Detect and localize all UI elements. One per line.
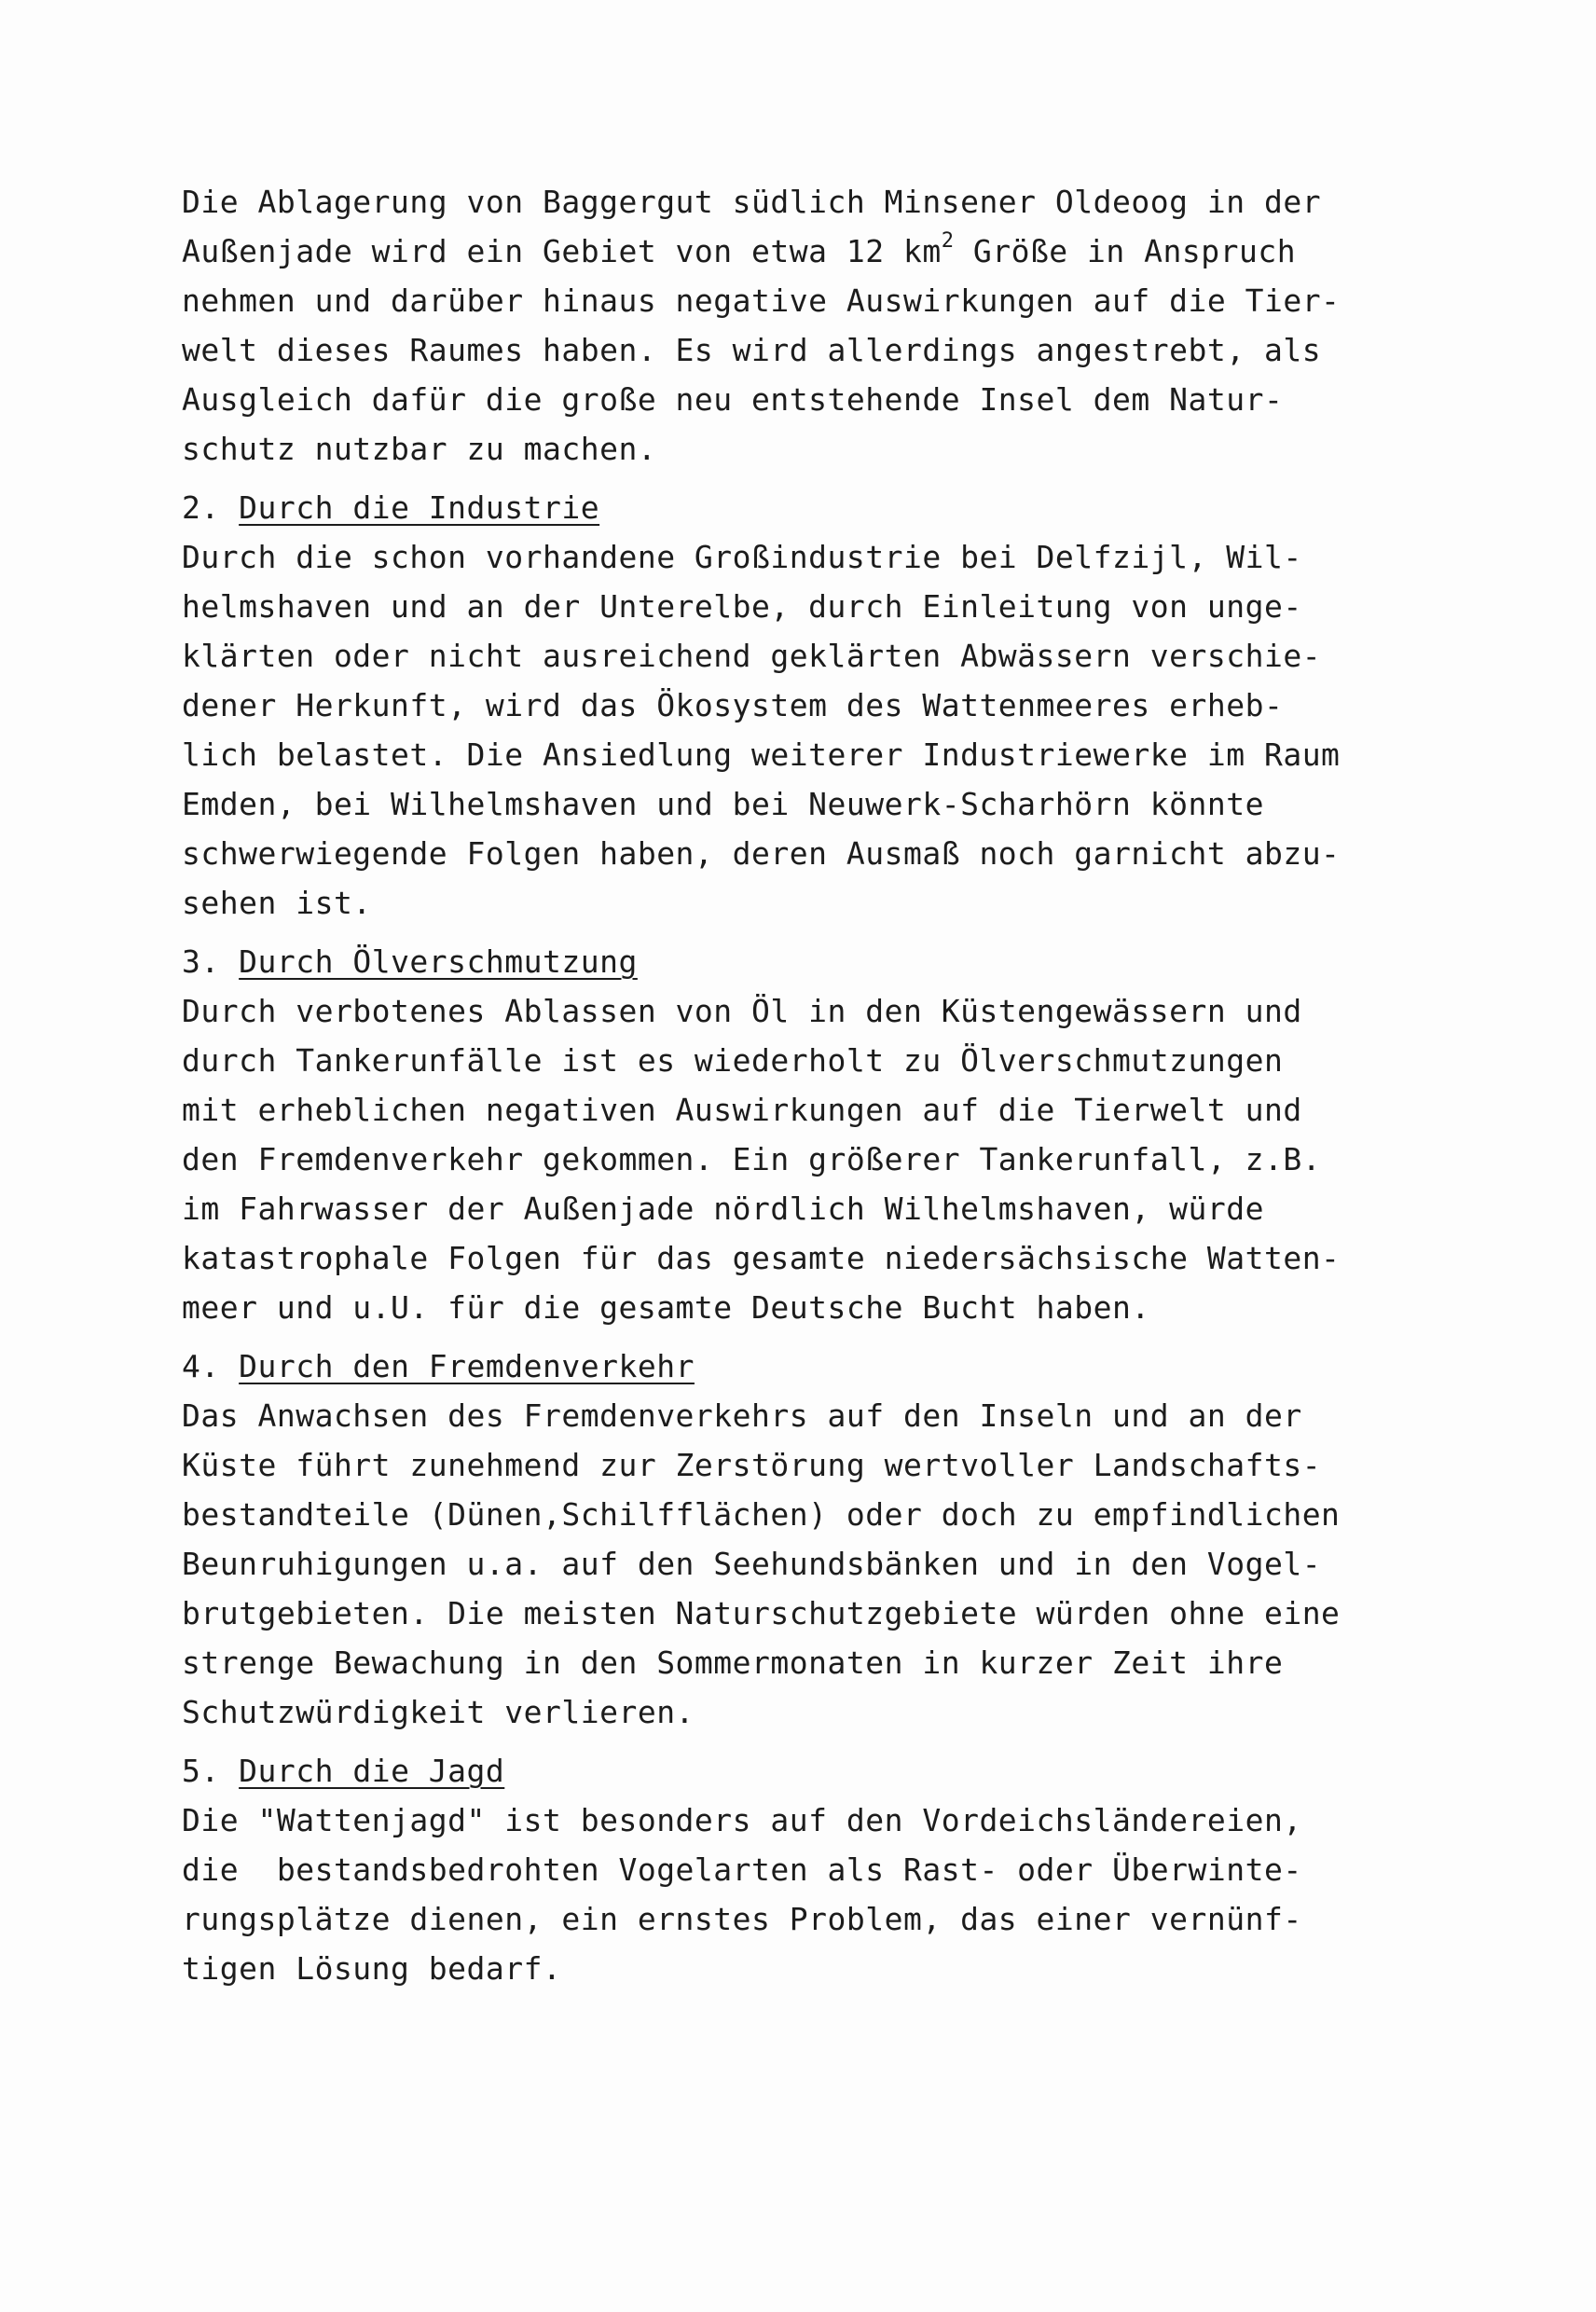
text-line: lich belastet. Die Ansiedlung weiterer Industriewerke im Raum	[182, 736, 1341, 773]
typed-text-body	[182, 177, 1487, 1993]
section-number: 2.	[182, 489, 220, 526]
section-heading	[182, 1342, 1487, 1391]
section-heading	[182, 937, 1487, 986]
superscript: 2	[941, 229, 955, 253]
text-line: durch Tankerunfälle ist es wiederholt zu Ölverschmutzungen	[182, 1042, 1284, 1079]
section-number: 5.	[182, 1753, 220, 1789]
text-line: schutz nutzbar zu machen.	[182, 431, 657, 467]
text-line: die bestandsbedrohten Vogelarten als Rast- oder Überwinte-	[182, 1851, 1302, 1888]
text-line-end: Größe in Anspruch	[954, 233, 1297, 269]
text-line: Durch die schon vorhandene Großindustrie bei Delfzijl, Wil-	[182, 539, 1302, 575]
text-line: strenge Bewachung in den Sommermonaten in kurzer Zeit ihre	[182, 1645, 1284, 1681]
text-line: brutgebieten. Die meisten Naturschutzgebiete würden ohne eine	[182, 1595, 1341, 1631]
text-line	[182, 227, 1487, 276]
section-jagd	[182, 1746, 1487, 1993]
text-line: nehmen und darüber hinaus negative Auswirkungen auf die Tier-	[182, 282, 1341, 319]
section-title: Durch die Industrie	[239, 489, 600, 526]
text-line: Das Anwachsen des Fremdenverkehrs auf den Inseln und an der	[182, 1397, 1302, 1434]
section-number: 4.	[182, 1348, 220, 1384]
text-line: Emden, bei Wilhelmshaven und bei Neuwerk-Scharhörn könnte	[182, 786, 1264, 822]
text-line: schwerwiegende Folgen haben, deren Ausmaß noch garnicht abzu-	[182, 835, 1341, 872]
text-line: Ausgleich dafür die große neu entstehende Insel dem Natur-	[182, 381, 1284, 418]
text-line: im Fahrwasser der Außenjade nördlich Wilhelmshaven, würde	[182, 1190, 1264, 1227]
section-number: 3.	[182, 943, 220, 980]
section-heading	[182, 483, 1487, 532]
text-line: bestandteile (Dünen,Schilfflächen) oder doch zu empfindlichen	[182, 1496, 1341, 1533]
text-line: Durch verbotenes Ablassen von Öl in den Küstengewässern und	[182, 993, 1302, 1029]
text-line: Beunruhigungen u.a. auf den Seehundsbänken und in den Vogel-	[182, 1546, 1322, 1582]
section-title: Durch den Fremdenverkehr	[239, 1348, 695, 1384]
text-line: rungsplätze dienen, ein ernstes Problem, das einer vernünf-	[182, 1901, 1302, 1937]
text-line: helmshaven und an der Unterelbe, durch Einleitung von unge-	[182, 588, 1302, 625]
section-fremdenverkehr	[182, 1342, 1487, 1737]
text-line: welt dieses Raumes haben. Es wird allerdings angestrebt, als	[182, 332, 1322, 368]
section-industrie	[182, 483, 1487, 928]
text-line: Die Ablagerung von Baggergut südlich Minsener Oldeoog in der	[182, 184, 1322, 220]
text-line: mit erheblichen negativen Auswirkungen auf die Tierwelt und	[182, 1092, 1302, 1128]
section-title: Durch die Jagd	[239, 1753, 505, 1789]
text-line-start: Außenjade wird ein Gebiet von etwa 12 km	[182, 233, 942, 269]
text-line: meer und u.U. für die gesamte Deutsche Bucht haben.	[182, 1289, 1150, 1326]
text-line: sehen ist.	[182, 885, 372, 921]
text-line: tigen Lösung bedarf.	[182, 1950, 562, 1987]
section-heading	[182, 1746, 1487, 1796]
intro-paragraph	[182, 177, 1487, 474]
text-line: Die "Wattenjagd" ist besonders auf den Vordeichsländereien,	[182, 1802, 1302, 1838]
text-line: Schutzwürdigkeit verlieren.	[182, 1694, 695, 1730]
text-line: den Fremdenverkehr gekommen. Ein größerer Tankerunfall, z.B.	[182, 1141, 1322, 1177]
text-line: dener Herkunft, wird das Ökosystem des Wattenmeeres erheb-	[182, 687, 1284, 723]
section-title: Durch Ölverschmutzung	[239, 943, 638, 980]
text-line: klärten oder nicht ausreichend geklärten Abwässern verschie-	[182, 638, 1322, 674]
text-line: Küste führt zunehmend zur Zerstörung wertvoller Landschafts-	[182, 1447, 1322, 1483]
text-line: katastrophale Folgen für das gesamte niedersächsische Watten-	[182, 1240, 1341, 1276]
section-oelverschmutzung	[182, 937, 1487, 1332]
